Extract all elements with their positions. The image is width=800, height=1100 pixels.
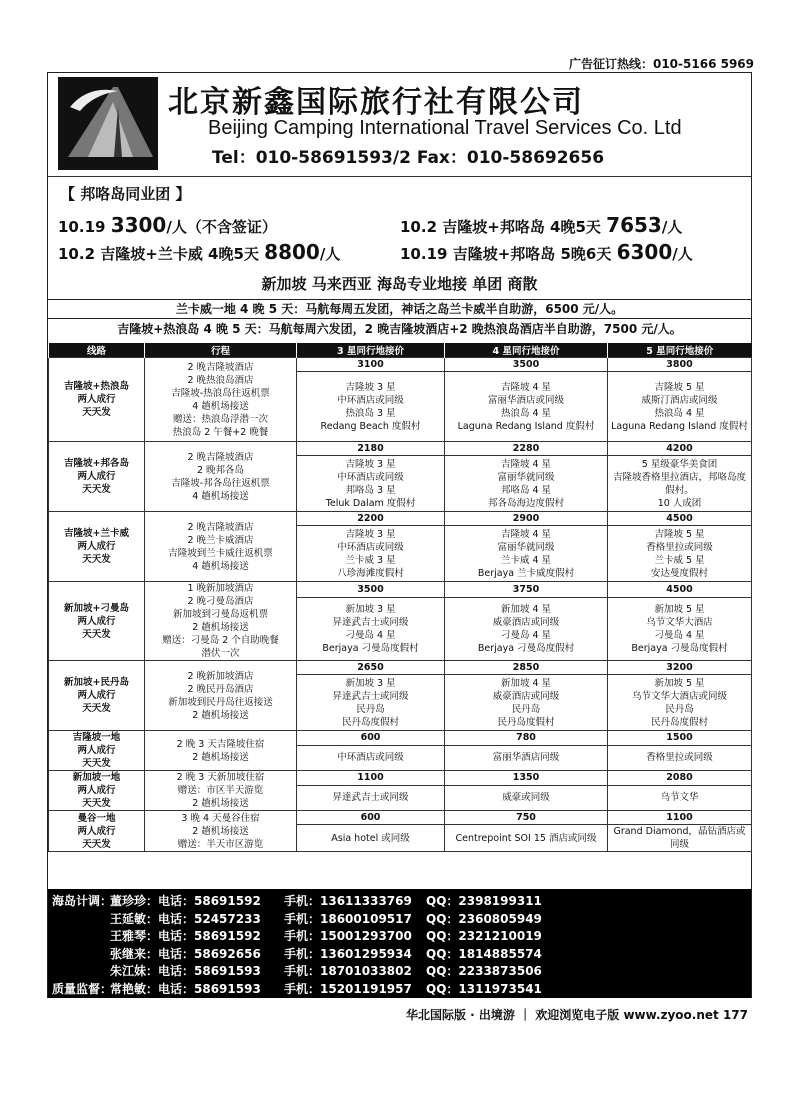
contact-qq: QQ：2398199311 xyxy=(426,894,542,908)
contact-row xyxy=(48,910,751,928)
hotel-line: 热浪岛 4 星 xyxy=(654,407,705,419)
table-header: 3 星同行地接价 xyxy=(297,343,445,358)
route-line: 天天发 xyxy=(82,758,111,769)
contact-phone: 电话：58691592 xyxy=(158,929,261,943)
hotel-cell xyxy=(297,675,445,731)
hotel-line: 吉隆坡 3 星 xyxy=(345,381,396,393)
hotel-line: 刁曼岛 4 星 xyxy=(500,629,552,641)
hotel-line: Centrepoint SOI 15 酒店或同级 xyxy=(455,832,597,844)
company-header xyxy=(48,73,751,177)
price-cell: 2850 xyxy=(445,661,608,675)
route-line: 两人成行 xyxy=(77,785,116,796)
table-row xyxy=(49,731,752,746)
schedule-cell xyxy=(145,582,297,661)
company-logo xyxy=(58,77,158,170)
route-line: 两人成行 xyxy=(77,690,116,701)
schedule-line: 吉隆坡-邦各岛往返机票 xyxy=(171,477,270,489)
schedule-line: 2 晚刁曼岛酒店 xyxy=(187,596,254,607)
route-cell xyxy=(49,771,145,811)
hotel-line: Laguna Redang Island 度假村 xyxy=(457,420,595,432)
contact-phone: 电话：58691593 xyxy=(158,981,261,996)
schedule-line: 新加坡到民丹岛往返接送 xyxy=(168,696,273,708)
hotel-cell xyxy=(297,785,445,810)
hotel-line: 富丽华就同级 xyxy=(497,541,555,553)
price-line xyxy=(400,213,682,237)
price-value: 7653 xyxy=(606,213,662,237)
schedule-line: 吉隆坡到兰卡威往返机票 xyxy=(168,547,273,559)
price-route: 吉隆坡+邦咯岛 4晚5天 xyxy=(442,218,601,236)
hotel-line: 热浪岛 3 星 xyxy=(345,407,396,419)
table-row xyxy=(49,811,752,825)
promo-line: 吉隆坡+热浪岛 4 晚 5 天：马航每周六发团，2 晚吉隆坡酒店+2 晚热浪岛酒店半自助游，7500 元/人。 xyxy=(117,322,682,336)
hotel-line: 八珍海滩度假村 xyxy=(337,567,404,579)
route-line: 两人成行 xyxy=(77,745,116,756)
schedule-line: 2 晚新加坡酒店 xyxy=(187,670,254,682)
hotel-line: 富丽华就同级 xyxy=(497,471,555,483)
price-line xyxy=(58,213,277,237)
contact-name: 王延敏： xyxy=(110,911,159,926)
hotel-line: Teluk Dalam 度假村 xyxy=(325,497,416,509)
company-name-cn: 北京新鑫国际旅行社有限公司 xyxy=(168,85,584,120)
hotel-cell xyxy=(445,372,608,442)
route-line: 新加坡+刁曼岛 xyxy=(64,602,129,614)
contact-mobile: 手机：13601295934 xyxy=(284,946,412,961)
hotel-line: Berjaya 兰卡威度假村 xyxy=(477,567,575,579)
price-suffix: /人 xyxy=(661,218,683,236)
price-cell: 3100 xyxy=(297,358,445,372)
price-cell: 600 xyxy=(297,811,445,825)
hotel-line: 中环酒店或同级 xyxy=(337,394,404,406)
schedule-line: 赠送：半天市区游览 xyxy=(177,838,264,850)
hotel-line: 乌节文华 xyxy=(660,792,699,804)
schedule-line: 2 趟机场接送 xyxy=(192,709,249,721)
route-cell xyxy=(49,358,145,442)
contact-phone: 电话：58692656 xyxy=(158,946,261,961)
route-line: 两人成行 xyxy=(77,541,116,552)
price-value: 6300 xyxy=(616,240,673,264)
hotel-line: 吉隆坡 5 星 xyxy=(654,381,705,393)
schedule-cell xyxy=(145,358,297,442)
schedule-line: 吉隆坡-热浪岛往返机票 xyxy=(171,387,270,399)
hotel-line: 民丹岛度假村 xyxy=(497,716,555,728)
hotel-line: 吉隆坡 3 星 xyxy=(345,458,396,470)
route-cell xyxy=(49,731,145,771)
hotel-line: 民丹岛 xyxy=(356,703,385,715)
hotel-line: 新加坡 5 星 xyxy=(654,603,705,615)
hotel-line: 新加坡 5 星 xyxy=(654,677,705,689)
hotel-line: 吉隆坡香格里拉酒店，邦咯岛度 xyxy=(612,471,746,483)
price-cell: 1100 xyxy=(297,771,445,786)
price-cell: 1350 xyxy=(445,771,608,786)
schedule-line: 2 趟机场接送 xyxy=(192,751,249,763)
route-line: 天天发 xyxy=(82,838,111,850)
hotel-line: 威斯汀酒店或同级 xyxy=(641,394,718,406)
price-date: 10.19 xyxy=(400,245,448,263)
schedule-line: 2 晚民丹岛酒店 xyxy=(187,683,254,695)
hotel-line: 威豪酒店或同级 xyxy=(492,616,560,628)
hotel-line: 昇達武吉士或同级 xyxy=(332,616,409,628)
route-line: 天天发 xyxy=(82,703,111,714)
price-date: 10.19 xyxy=(58,218,106,236)
specialty-banner: 新加坡 马来西亚 海岛专业地接 单团 商散 xyxy=(261,275,538,293)
price-cell: 1500 xyxy=(608,731,752,746)
route-line: 天天发 xyxy=(82,484,111,495)
hotel-line: 新加坡 3 星 xyxy=(345,677,396,689)
price-cell: 750 xyxy=(445,811,608,825)
schedule-line: 4 趟机场接送 xyxy=(192,400,249,412)
schedule-line: 2 晚吉隆坡酒店 xyxy=(187,361,254,373)
hotel-cell xyxy=(297,825,445,852)
ad-frame xyxy=(47,72,752,998)
hotel-line: 邦各岛海边度假村 xyxy=(487,497,564,509)
hotel-line: 邦咯岛 3 星 xyxy=(345,484,396,496)
hotel-line: 香格里拉或同级 xyxy=(646,752,713,764)
route-line: 天天发 xyxy=(82,407,111,418)
table-row xyxy=(49,661,752,675)
route-line: 吉隆坡+兰卡威 xyxy=(64,528,129,539)
contact-row xyxy=(48,927,751,945)
price-line xyxy=(58,240,340,264)
price-route: 吉隆坡+兰卡威 4晚5天 xyxy=(100,245,259,263)
hotel-line: 吉隆坡 4 星 xyxy=(500,381,552,393)
hotel-line: 吉隆坡 4 星 xyxy=(500,528,552,540)
contact-phone: 电话：58691592 xyxy=(158,894,261,908)
hotel-line: 乌节文华大酒店或同级 xyxy=(631,690,727,702)
schedule-line: 4 趟机场接送 xyxy=(192,490,249,502)
hotel-line: Berjaya 刁曼岛度假村 xyxy=(631,642,728,654)
schedule-line: 2 晚热浪岛酒店 xyxy=(187,374,254,386)
schedule-line: 2 晚 3 天吉隆坡住宿 xyxy=(176,738,265,750)
schedule-line: 3 晚 4 天曼谷住宿 xyxy=(181,812,260,824)
price-cell: 2900 xyxy=(445,512,608,526)
contact-name: 董珍珍： xyxy=(110,894,159,908)
price-cell: 3500 xyxy=(445,358,608,372)
hotel-line: 中环酒店或同级 xyxy=(337,752,404,764)
ad-hotline: 广告征订热线：010-5166 5969 xyxy=(568,57,754,71)
schedule-line: 2 晚兰卡威酒店 xyxy=(187,534,254,546)
hotel-cell xyxy=(445,825,608,852)
contact-mobile: 手机：13611333769 xyxy=(284,894,412,908)
hotel-line: Asia hotel 或同级 xyxy=(331,832,410,844)
hotel-line: 安达曼度假村 xyxy=(650,567,708,579)
price-value: 8800 xyxy=(264,240,320,264)
hotel-cell xyxy=(608,675,752,731)
price-cell: 2650 xyxy=(297,661,445,675)
route-line: 两人成行 xyxy=(77,615,116,627)
route-price-table xyxy=(48,343,752,852)
price-cell: 3500 xyxy=(297,582,445,598)
price-cell: 4200 xyxy=(608,442,752,456)
price-cell: 1100 xyxy=(608,811,752,825)
hotel-line: Laguna Redang Island 度假村 xyxy=(611,420,748,432)
route-line: 两人成行 xyxy=(77,394,116,405)
route-line: 吉隆坡一地 xyxy=(72,732,121,743)
contact-qq: QQ：1311973541 xyxy=(426,981,542,996)
route-line: 两人成行 xyxy=(77,471,116,482)
hotel-cell xyxy=(608,372,752,442)
hotel-line: 兰卡威 3 星 xyxy=(345,554,396,566)
hotel-cell xyxy=(297,372,445,442)
hotel-line: 富丽华酒店同级 xyxy=(492,752,560,764)
table-row xyxy=(49,442,752,456)
hotel-cell xyxy=(608,456,752,512)
hotel-cell xyxy=(445,745,608,770)
price-cell: 3200 xyxy=(608,661,752,675)
hotel-line: 中环酒店或同级 xyxy=(337,471,404,483)
contacts-panel xyxy=(48,889,751,998)
route-line: 天天发 xyxy=(82,554,111,565)
hotel-line: Redang Beach 度假村 xyxy=(320,420,421,432)
hotel-cell xyxy=(297,456,445,512)
schedule-line: 2 晚邦各岛 xyxy=(196,464,245,476)
price-date: 10.2 xyxy=(400,218,438,236)
contact-row xyxy=(48,945,751,963)
route-line: 两人成行 xyxy=(77,825,116,837)
route-cell xyxy=(49,661,145,731)
route-line: 天天发 xyxy=(82,628,111,640)
schedule-line: 赠送：热浪岛浮潜一次 xyxy=(172,413,268,425)
contact-label: 海岛计调： xyxy=(52,894,113,908)
hotel-line: 新加坡 4 星 xyxy=(500,677,552,689)
price-cell: 3750 xyxy=(445,582,608,598)
schedule-line: 赠送：市区半天游览 xyxy=(177,785,264,796)
route-line: 吉隆坡+热浪岛 xyxy=(64,381,129,392)
price-value: 3300 xyxy=(110,213,167,237)
hotel-line: 邦咯岛 4 星 xyxy=(500,484,552,496)
schedule-line: 赠送：刁曼岛 2 个自助晚餐 xyxy=(162,635,279,646)
table-row xyxy=(49,512,752,526)
price-cell: 4500 xyxy=(608,582,752,598)
page-footer: 华北国际版 · 出境游 ｜ 欢迎浏览电子版 www.zyoo.net 177 xyxy=(406,1008,748,1022)
price-suffix: /人（不含签证） xyxy=(166,218,277,236)
price-cell: 2280 xyxy=(445,442,608,456)
contact-phone: 电话：52457233 xyxy=(158,911,261,926)
price-suffix: /人 xyxy=(319,245,341,263)
schedule-line: 1 晚新加坡酒店 xyxy=(187,583,254,594)
contact-qq: QQ：1814885574 xyxy=(426,946,542,961)
schedule-line: 新加坡到刁曼岛返机票 xyxy=(172,609,268,620)
table-header: 4 星同行地接价 xyxy=(445,343,608,358)
hotel-line: 吉隆坡 5 星 xyxy=(654,528,705,540)
contact-mobile: 手机：15001293700 xyxy=(284,929,412,943)
hotel-line: 民丹岛度假村 xyxy=(341,716,399,728)
schedule-cell xyxy=(145,811,297,852)
hotel-cell xyxy=(297,597,445,660)
hotel-cell xyxy=(445,456,608,512)
contact-qq: QQ：2233873506 xyxy=(426,964,542,978)
schedule-line: 2 趟机场接送 xyxy=(192,825,249,837)
hotel-line: 新加坡 4 星 xyxy=(500,603,552,615)
hotel-line: 10 人成团 xyxy=(657,497,702,509)
schedule-line: 2 晚吉隆坡酒店 xyxy=(187,451,254,463)
contact-row xyxy=(48,892,751,910)
hotel-line: 香格里拉或同级 xyxy=(646,541,713,553)
table-header: 线路 xyxy=(49,343,145,358)
hotel-cell xyxy=(445,675,608,731)
route-cell xyxy=(49,442,145,512)
hotel-cell xyxy=(445,597,608,660)
contact-label: 质量监督： xyxy=(52,981,113,996)
schedule-line: 4 趟机场接送 xyxy=(192,560,249,572)
group-title: 【 邦咯岛同业团 】 xyxy=(60,185,191,203)
contact-name: 常艳敏： xyxy=(110,981,159,996)
hotel-cell xyxy=(297,526,445,582)
price-suffix: /人 xyxy=(672,245,693,263)
route-cell xyxy=(49,512,145,582)
hotel-line: 5 星级豪华美食团 xyxy=(641,458,718,470)
table-header: 行程 xyxy=(145,343,297,358)
schedule-cell xyxy=(145,442,297,512)
contact-mobile: 手机：15201191957 xyxy=(284,981,412,996)
hotel-line: 中环酒店或同级 xyxy=(337,541,404,553)
schedule-line: 2 趟机场接送 xyxy=(192,798,249,809)
company-contact: Tel：010-58691593/2 Fax：010-58692656 xyxy=(212,148,605,168)
schedule-line: 潜伏一次 xyxy=(201,648,240,659)
price-cell: 2200 xyxy=(297,512,445,526)
hotel-cell xyxy=(608,785,752,810)
contact-phone: 电话：58691593 xyxy=(158,964,261,978)
route-line: 曼谷一地 xyxy=(77,812,116,824)
hotel-line: 刁曼岛 4 星 xyxy=(345,629,396,641)
hotel-line: 刁曼岛 4 星 xyxy=(654,629,705,641)
price-cell: 3800 xyxy=(608,358,752,372)
price-route: 吉隆坡+邦咯岛 5晚6天 xyxy=(452,245,612,263)
hotel-line: 威豪或同级 xyxy=(502,792,550,804)
contact-qq: QQ：2360805949 xyxy=(426,911,542,926)
schedule-line: 2 趟机场接送 xyxy=(192,622,249,633)
schedule-cell xyxy=(145,512,297,582)
schedule-cell xyxy=(145,661,297,731)
price-date: 10.2 xyxy=(58,245,96,263)
hotel-line: 兰卡威 5 星 xyxy=(654,554,705,566)
table-row xyxy=(49,771,752,786)
hotel-line: 民丹岛度假村 xyxy=(650,716,708,728)
hotel-line: 富丽华酒店或同级 xyxy=(487,394,564,406)
hotel-line: 昇達武吉士或同级 xyxy=(332,792,409,804)
price-cell: 2080 xyxy=(608,771,752,786)
contact-row xyxy=(48,962,751,980)
hotel-line: 乌节文华大酒店 xyxy=(646,616,713,628)
schedule-cell xyxy=(145,731,297,771)
contact-mobile: 手机：18600109517 xyxy=(284,911,412,926)
contact-name: 张继来： xyxy=(110,946,159,961)
company-name-en: Beijing Camping International Travel Services Co. Ltd xyxy=(208,117,682,139)
route-line: 吉隆坡+邦各岛 xyxy=(64,458,129,469)
hotel-cell xyxy=(608,825,752,852)
hotel-line: 吉隆坡 4 星 xyxy=(500,458,552,470)
hotel-cell xyxy=(445,785,608,810)
route-line: 天天发 xyxy=(82,798,111,809)
schedule-line: 2 晚吉隆坡酒店 xyxy=(187,521,254,533)
route-line: 新加坡一地 xyxy=(72,772,121,783)
hotel-cell xyxy=(608,745,752,770)
hotel-line: Grand Diamond，晶钻酒店或同级 xyxy=(613,826,746,850)
route-line: 新加坡+民丹岛 xyxy=(64,677,129,688)
price-cell: 4500 xyxy=(608,512,752,526)
hotel-cell xyxy=(297,745,445,770)
hotel-line: 兰卡威 4 星 xyxy=(500,554,552,566)
price-cell: 2180 xyxy=(297,442,445,456)
route-cell xyxy=(49,582,145,661)
route-cell xyxy=(49,811,145,852)
schedule-line: 热浪岛 2 午餐+2 晚餐 xyxy=(172,426,269,438)
hotel-line: 假村。 xyxy=(665,484,694,496)
hotel-line: 吉隆坡 3 星 xyxy=(345,528,396,540)
table-row xyxy=(49,582,752,598)
hotel-line: Berjaya 刁曼岛度假村 xyxy=(477,642,575,654)
hotel-line: Berjaya 刁曼岛度假村 xyxy=(322,642,419,654)
contact-row xyxy=(48,980,751,998)
hotel-line: 民丹岛 xyxy=(665,703,694,715)
schedule-line: 2 晚 3 天新加坡住宿 xyxy=(176,772,265,783)
hotel-cell xyxy=(608,597,752,660)
table-row xyxy=(49,358,752,372)
hotel-line: 民丹岛 xyxy=(511,703,541,715)
contact-qq: QQ：2321210019 xyxy=(426,929,542,943)
table-header: 5 星同行地接价 xyxy=(608,343,752,358)
price-line xyxy=(400,240,693,264)
price-cell: 780 xyxy=(445,731,608,746)
hotel-cell xyxy=(608,526,752,582)
contact-mobile: 手机：18701033802 xyxy=(284,964,412,978)
hotel-line: 昇達武吉士或同级 xyxy=(332,690,409,702)
hotel-cell xyxy=(445,526,608,582)
promo-line: 兰卡威一地 4 晚 5 天：马航每周五发团，神话之岛兰卡威半自助游，6500 元/人。 xyxy=(48,299,751,319)
hotel-line: 新加坡 3 星 xyxy=(345,603,396,615)
schedule-cell xyxy=(145,771,297,811)
price-cell: 600 xyxy=(297,731,445,746)
contact-name: 王雅琴： xyxy=(110,929,159,943)
contact-name: 朱江妹： xyxy=(110,964,159,978)
hotel-line: 热浪岛 4 星 xyxy=(500,407,552,419)
hotel-line: 威豪酒店或同级 xyxy=(492,690,560,702)
